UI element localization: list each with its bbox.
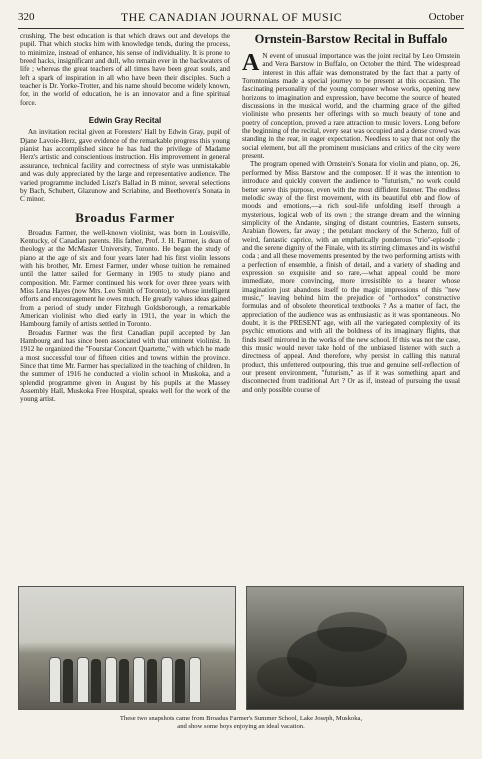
caption-line-1: These two snapshots came from Broadus Farmer's Summer School, Lake Joseph, Muskoka, [119,715,363,722]
farmer-paragraph-1: Broadus Farmer, the well-known violinist, was born in Louisville, Kentucky, of Canadian parents. His father, Prof. J. H. Farmer, is dean of theology at the McMaster University, Toronto. He began the study of piano at the age of six and four years later had his first violin lessons with his brother, Mr. Ernest Farmer, under whose tuition he remained until the latter sailed for Germany in 1905 to study piano and composition. Mr. Farmer continued his work for over three years with Miss Lena Hayes (now Mrs. Leo Smith of Toronto), to whose intelligent efforts and encouragement he owes much. He greatly values ideas gained from a period of study under Fitzhugh Goldsborough, a remarkable American violinist who died early in 1911, the year in which the Hambourg family of artists settled in Toronto. [20,228,230,329]
intro-paragraph: crushing. The best education is that which draws out and develops the pupil. That which stocks him with knowledge tends, during the process, to minimize, instead of enhance, his sense of individuality. It is prone to breed hacks, insignificant and dull, who remain ever in the backwaters of life ; whereas the great teachers of all times have been great souls, and left a spark of inspiration in all who have been their disciples. Such a teacher is Dr. Yorke-Trotter, and his name should become widely known, for, in the world of education, he is an innovator and a fine spiritual force. [20,32,230,107]
ornstein-paragraph-1 [242,52,460,160]
recital-paragraph: An invitation recital given at Foresters' Hall by Edwin Gray, pupil of Djane Lavoie-Herz, gave evidence of the remarkable progress this young pianist has accomplished since he has had the privilege of Madame Herz's artistic and conscientious instruction. His improvement in general assurance, technical facility and correctness of style was unmistakable and was duly appreciated by the large and representative audience. The varied programme included Liszt's Ballad in B minor, several selections by Bach, Schubert, Glazunow and Scriabine, and Beethoven's Sonata in C minor. [20,128,230,204]
photo-row [18,586,464,708]
photo-caption [40,715,442,731]
drop-cap: A [242,50,260,76]
page-number: 320 [18,11,35,23]
farmer-heading: Broadus Farmer [75,209,175,225]
left-column [20,32,230,404]
ornstein-paragraph-1-text: N event of unusual importance was the joint recital by Leo Ornstein and Vera Barstow in Buffalo, on October the third. The widespread interest in this affair was demonstrated by the fact that a party of Torontonians made a special journey to be present at this occasion. The fascinating personality of the young composer whose works, opening new horizons to imagination and expression, have become the source of heated discussions in the musical world, and the charming grace of the gifted violiniste who presents her offerings with so much beauty of tone and poetry of conception, proved a rare attraction to music lovers. Long before the beginning of the recital, every seat was occupied and a dense crowd was standing in the rear, in eager expectation. Needless to say that not only the social element, but all the prominent musicians and critics of the city were present. [242,52,460,161]
journal-title: THE CANADIAN JOURNAL OF MUSIC [120,9,343,24]
ornstein-paragraph-2: The program opened with Ornstein's Sonata for violin and piano, op. 26, performed by Miss Barstow and the composer. If it was the intention to introduce and quickly convert the audience to "futurism," no work could better serve this purpose, even with the most diffident listener. The endless melodic sway of the first movement, with its beautiful ebb and flow of moods and emotions,—a rich soul-life unfolding itself through a mysterious, logical web of its own ; the strange dream and the winning simplicity of the Andante, singing of distant countries, Eastern sunsets, Arabian flowers, far away ; the petulant mockery of the Scherzo, full of weird, fantastic caprice, with an emphatically ponderous "trio"-episode ; and the serene dignity of the Finale, with its stirring climaxes and its wistful coda ; and all these movements presented by the two performing artists with a perfection of ensemble, a finish of detail, and a variety of shading and expression so exquisite and so rare,—what appeal could be more immediate, more convincing, more irresistible to a hearer whose imagination just abandons itself to the magic impressions of this "new music," leaving behind him the prejudice of "orthodox" constructive formulas and of obsolete theoretical textbooks ? As a matter of fact, the appreciation of the audience was as enthusiastic as it was spontaneous. No doubt, it is the PRESENT age, with all the variegated complexity of its psychic emotions and with all the boldness of its imaginary flights, that finds itself mirrored in the works of the new school. If this was not the case, this music would never take hold of the unbiased listener with such a directness of appeal. And therefore, why persist in calling this natural product, this unfettered outpouring, this true and genuine self-reflection of our present environment, "futurism," as if it was something apart and disconnected from traditional Art ? Or as if, instead of pursuing the usual and only possible course of [242,160,460,394]
page-header [18,6,464,29]
farmer-paragraph-2: Broadus Farmer was the first Canadian pupil accepted by Jan Hambourg and has since been associated with that eminent violinist. In 1912 he organized the "Fourstar Concert Quartette," with which he made a most successful tour of fifteen cities and towns within the province. Since that time Mr. Farmer has specialized in the teaching of children. In the summer of 1916 he conducted a violin school in Muskoka, and a splendid programme given in August by his pupils at the Massey Assembly Hall, Muskoka Free Hospital, speaks well for the work of the young artist. [20,328,230,404]
group-photo-left [18,586,236,710]
issue-month: October [428,11,464,23]
caption-line-2: and show some boys enjoying an ideal vacation. [177,723,305,730]
ornstein-heading: Ornstein-Barstow Recital in Buffalo [254,32,448,46]
right-column [242,32,460,394]
group-photo-right [246,586,464,710]
recital-heading: Edwin Gray Recital [88,116,162,126]
